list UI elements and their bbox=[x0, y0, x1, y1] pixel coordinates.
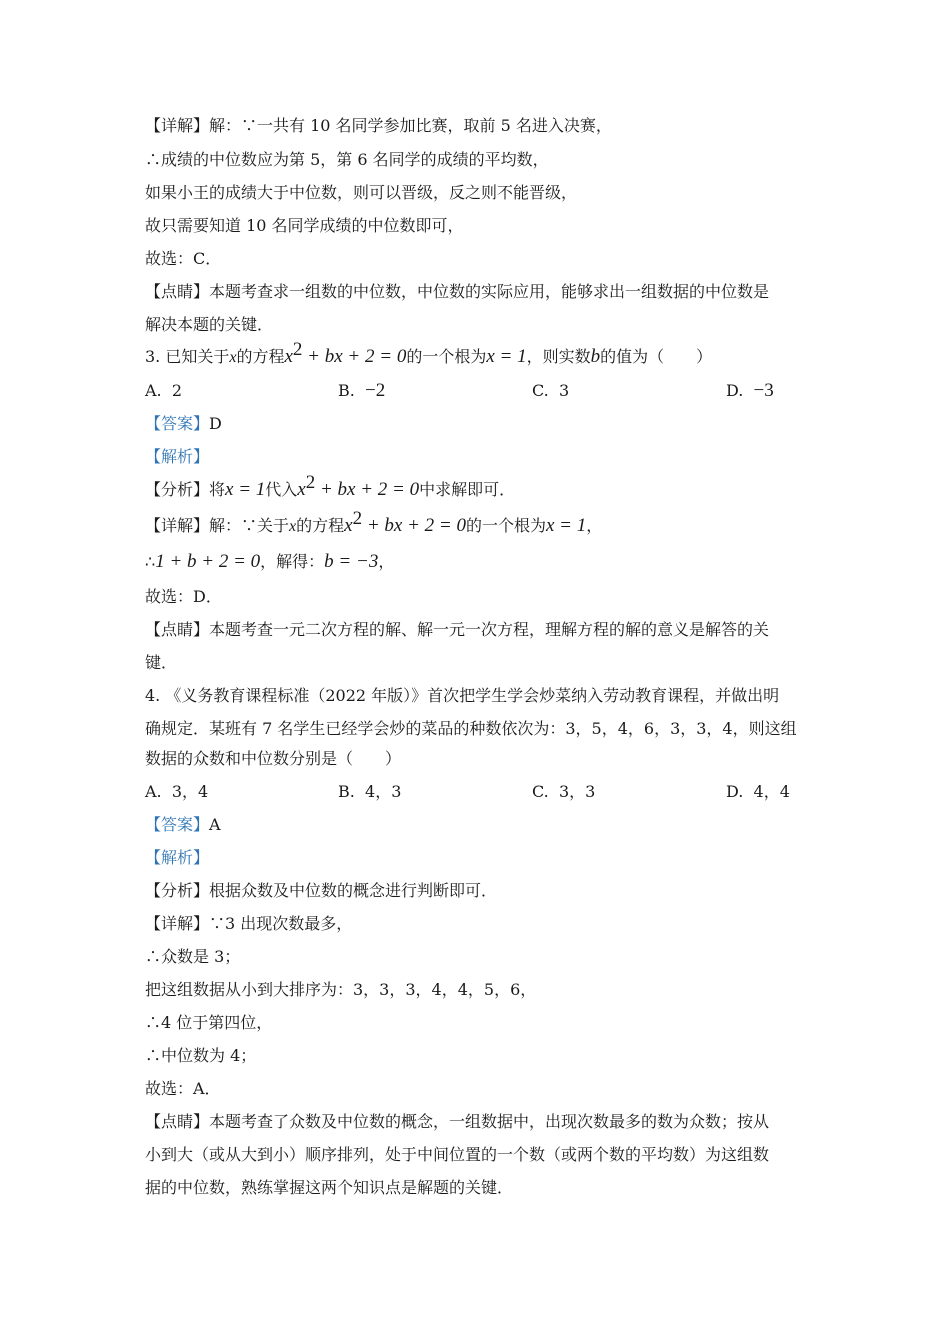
q2-detail-line-3: 如果小王的成绩大于中位数，则可以晋级，反之则不能晋级， bbox=[145, 183, 578, 202]
q3-option-a: A. 2 bbox=[145, 381, 182, 400]
q3-stem-text-e: 的值为（ ） bbox=[600, 347, 713, 366]
q3-var-x: x bbox=[229, 349, 237, 366]
q4-stem-line-1: 4. 《义务教育课程标准（2022 年版）》首次把学生学会炒菜纳入劳动教育课程，并做出明 bbox=[145, 686, 780, 705]
q3-stem bbox=[145, 339, 713, 368]
q2-choose: 故选：C． bbox=[145, 249, 222, 268]
q3-var-b: b bbox=[590, 346, 601, 367]
q2-comment-line-2: 解决本题的关键． bbox=[145, 315, 274, 334]
q4-analysis-label: 【解析】 bbox=[145, 848, 210, 867]
q4-detail-line-5: ∴中位数为 4； bbox=[145, 1046, 257, 1065]
q3-stem-text-b: 的方程 bbox=[236, 347, 285, 366]
q4-stem-line-3: 数据的众数和中位数分别是（ ） bbox=[145, 749, 402, 768]
q4-answer-label: 【答案】 bbox=[145, 815, 210, 834]
q3-fenxi: 【分析】将x = 1代入$x^2$ + bx + 2 = 0中求解即可． bbox=[145, 472, 516, 500]
q3-comment-line-2: 键． bbox=[145, 653, 178, 672]
q4-option-d: D. 4，4 bbox=[726, 782, 790, 801]
q4-detail-line-2: ∴众数是 3； bbox=[145, 947, 241, 966]
q3-option-b: B. −2 bbox=[338, 380, 386, 401]
q2-detail-line-2: ∴成绩的中位数应为第 5，第 6 名同学的成绩的平均数， bbox=[145, 150, 549, 169]
q4-option-a: A. 3，4 bbox=[145, 782, 209, 801]
q4-detail-line-4: ∴4 位于第四位， bbox=[145, 1013, 273, 1032]
q4-answer-value: A bbox=[209, 815, 221, 834]
q4-choose: 故选：A． bbox=[145, 1079, 221, 1098]
q3-detail: 【详解】解：∵关于x的方程$x^2$ + bx + 2 = 0的一个根为x = 1， bbox=[145, 508, 603, 536]
q4-detail-line-3: 把这组数据从小到大排序为：3，3，3，4，4，5，6， bbox=[145, 980, 537, 999]
q4-stem-line-2: 确规定．某班有 7 名学生已经学会炒的菜品的种数依次为：3，5，4，6，3，3，4，则这组 bbox=[145, 719, 797, 738]
q3-fenxi-equation: $x^2$ + bx + 2 = 0 bbox=[297, 472, 420, 500]
q4-option-c: C. 3，3 bbox=[532, 782, 596, 801]
q3-root: x = 1 bbox=[486, 346, 527, 367]
q3-stem-text-d: ，则实数 bbox=[526, 347, 591, 366]
q2-detail-line-4: 故只需要知道 10 名同学成绩的中位数即可， bbox=[145, 216, 464, 235]
q4-comment-line-3: 据的中位数，熟练掌握这两个知识点是解题的关键． bbox=[145, 1178, 514, 1197]
q3-option-c: C. 3 bbox=[532, 381, 570, 400]
q3-stem-text-c: 的一个根为 bbox=[406, 347, 487, 366]
q3-calculation: ∴1 + b + 2 = 0，解得：b = −3， bbox=[145, 551, 395, 572]
q3-analysis-label: 【解析】 bbox=[145, 447, 210, 466]
q3-answer-value: D bbox=[209, 414, 222, 433]
q3-answer bbox=[145, 414, 222, 434]
q3-option-d: D. −3 bbox=[726, 380, 774, 401]
q3-answer-label: 【答案】 bbox=[145, 414, 210, 433]
q4-detail-line-1: 【详解】∵3 出现次数最多， bbox=[145, 914, 353, 933]
q3-detail-equation: $x^2$ + bx + 2 = 0 bbox=[344, 508, 466, 536]
q2-detail-line-1: 【详解】解：∵一共有 10 名同学参加比赛，取前 5 名进入决赛， bbox=[145, 116, 612, 135]
q4-comment-line-2: 小到大（或从大到小）顺序排列，处于中间位置的一个数（或两个数的平均数）为这组数 bbox=[145, 1145, 770, 1164]
q3-comment-line-1: 【点睛】本题考查一元二次方程的解、解一元一次方程，理解方程的解的意义是解答的关 bbox=[145, 620, 770, 639]
q3-equation: $x^2$ + bx + 2 = 0 bbox=[284, 339, 407, 367]
q3-choose: 故选：D． bbox=[145, 587, 222, 606]
q3-stem-text-a: 3. 已知关于 bbox=[145, 347, 230, 366]
q3-fenxi-root: x = 1 bbox=[225, 479, 266, 500]
q2-comment-line-1: 【点睛】本题考查求一组数的中位数，中位数的实际应用，能够求出一组数据的中位数是 bbox=[145, 282, 770, 301]
q4-comment-line-1: 【点睛】本题考查了众数及中位数的概念，一组数据中，出现次数最多的数为众数；按从 bbox=[145, 1112, 770, 1131]
q4-answer bbox=[145, 815, 221, 835]
q4-option-b: B. 4，3 bbox=[338, 782, 402, 801]
q4-fenxi: 【分析】根据众数及中位数的概念进行判断即可． bbox=[145, 881, 498, 900]
